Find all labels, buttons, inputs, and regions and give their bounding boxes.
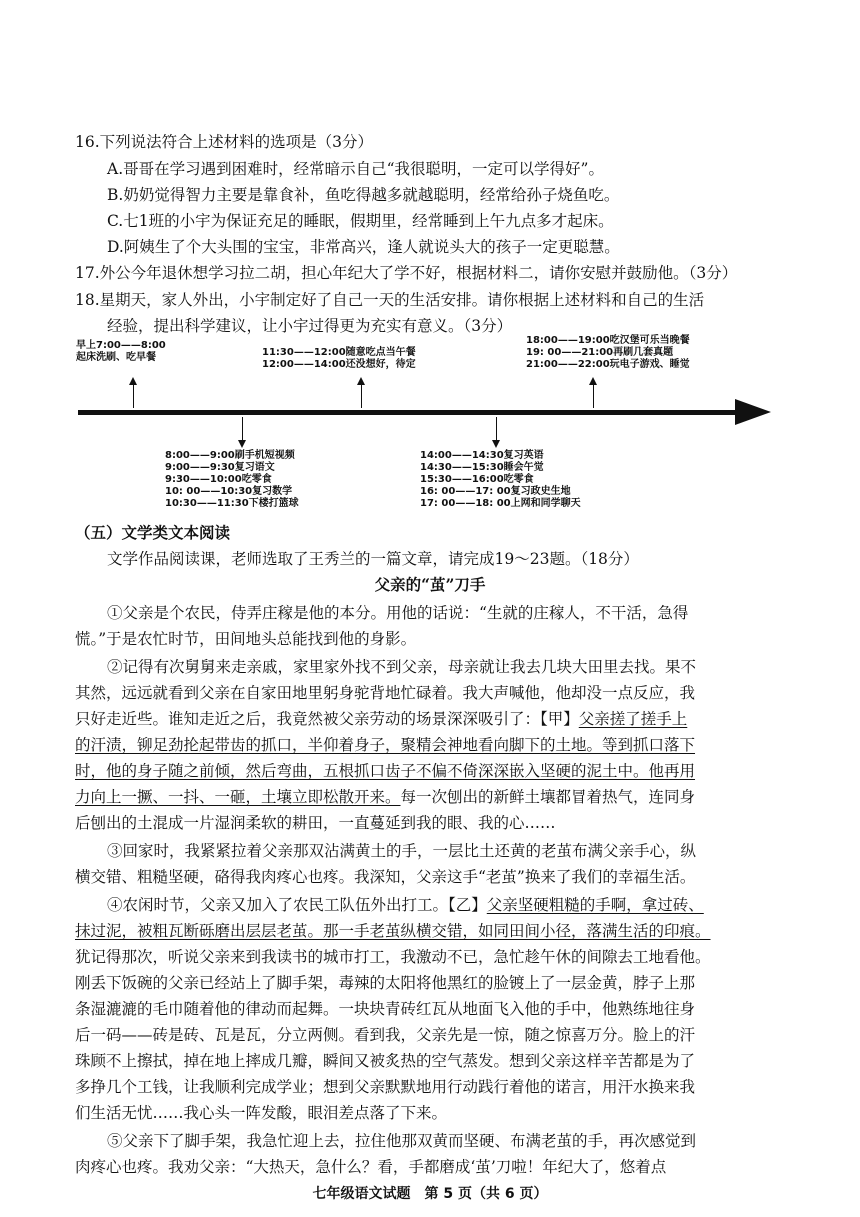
paragraph-4-line: 多挣几个工钱，让我顺利完成学业；想到父亲默默地用行动践行着他的诺言，用汗水换来我 [75,1078,696,1096]
schedule-entry: 14:00——14:30复习英语 [420,450,544,461]
schedule-top-left [76,340,166,364]
question-18-line-2: 经验，提出科学建议，让小宇过得更为充实有意义。（3分） [107,317,513,335]
pointer-arrow-icon [238,440,246,448]
page-footer: 七年级语文试题 第 5 页（共 6 页） [312,1186,548,1202]
pointer-arrow-icon [129,377,137,385]
paragraph-4-line: 后一码——砖是砖、瓦是瓦，分立两侧。看到我，父亲先是一惊，随之惊喜万分。脸上的汗 [75,1026,696,1044]
paragraph-2-line [75,708,687,730]
question-16-option-a: A.哥哥在学习遇到困难时，经常暗示自己“我很聪明，一定可以学得好”。 [107,160,604,178]
paragraph-1-line: 慌。”于是农忙时节，田间地头总能找到他的身影。 [75,630,417,648]
schedule-timeline [70,330,770,520]
question-16-option-c: C.七1班的小宇为保证充足的睡眠，假期里，经常睡到上午九点多才起床。 [107,212,614,230]
underlined-passage-yi: 抹过泥，被粗瓦断砾磨出层层老茧。那一手老茧纵横交错，如同田间小径，落满生活的印痕。 [75,922,711,940]
schedule-entry: 19: 00——21:00再刷几套真题 [526,347,674,358]
paragraph-2-line [75,786,695,808]
section-intro: 文学作品阅读课，老师选取了王秀兰的一篇文章，请完成19～23题。（18分） [107,550,639,568]
timeline-axis [78,410,738,415]
paragraph-3-line: 横交错、粗糙坚硬，硌得我肉疼心也疼。我深知，父亲这手“老茧”换来了我们的幸福生活。 [75,868,696,886]
schedule-bottom-left [165,450,299,510]
paragraph-5-line: ⑤父亲下了脚手架，我急忙迎上去，拉住他那双黄而坚硬、布满老茧的手，再次感觉到 [107,1132,697,1150]
schedule-top-middle [262,347,416,371]
paragraph-4-line: 刚丢下饭碗的父亲已经站上了脚手架，毒辣的太阳将他黑红的脸镀上了一层金黄，脖子上那 [75,974,696,992]
pointer-arrow-icon [357,377,365,385]
schedule-entry: 18:00——19:00吃汉堡可乐当晚餐 [526,335,690,346]
pointer-arrow-icon [492,440,500,448]
pointer-arrow-icon [589,377,597,385]
question-18-line-1: 18.星期天，家人外出，小宇制定好了自己一天的生活安排。请你根据上述材料和自己的生活 [75,291,705,309]
paragraph-4-line: 条湿漉漉的毛巾随着他的律动而起舞。一块块青砖红瓦从地面飞入他的手中，他熟练地往身 [75,1000,696,1018]
underlined-passage-jia: 的汗渍，铆足劲抡起带齿的抓口，半仰着身子，聚精会神地看向脚下的土地。等到抓口落下 [75,736,696,754]
paragraph-text: 每一次刨出的新鲜土壤都冒着热气，连同身 [400,788,696,806]
paragraph-4-line: 们生活无忧……我心头一阵发酸，眼泪差点落了下来。 [75,1104,448,1122]
schedule-entry: 10: 00——10:30复习数学 [165,486,293,497]
schedule-bottom-right [420,450,581,510]
paragraph-2-line: 其然，远远就看到父亲在自家田地里躬身驼背地忙碌着。我大声喊他，他却没一点反应，我 [75,684,696,702]
article-title: 父亲的“茧”刀手 [374,575,486,594]
question-16-stem: 16.下列说法符合上述材料的选项是（3分） [75,133,374,151]
schedule-entry: 21:00——22:00玩电子游戏、睡觉 [526,359,690,370]
question-16-option-b: B.奶奶觉得智力主要是靠食补，鱼吃得越多就越聪明，经常给孙子烧鱼吃。 [107,186,620,204]
schedule-entry: 14:30——15:30睡会午觉 [420,462,544,473]
schedule-entry: 12:00——14:00还没想好，待定 [262,359,416,370]
underlined-passage-jia: 力向上一撅、一抖、一砸，土壤立即松散开来。 [75,788,401,806]
paragraph-3-line: ③回家时，我紧紧拉着父亲那双沾满黄土的手，一层比土还黄的老茧布满父亲手心，纵 [107,842,697,860]
question-17: 17.外公今年退休想学习拉二胡，担心年纪大了学不好，根据材料二，请你安慰并鼓励他。（3分） [75,264,738,282]
schedule-top-right [526,335,690,371]
underlined-passage-jia: 时，他的身子随之前倾，然后弯曲，五根抓口齿子不偏不倚深深嵌入坚硬的泥土中。他再用 [75,762,696,780]
schedule-entry: 15:30——16:00吃零食 [420,474,534,485]
schedule-entry: 10:30——11:30下楼打篮球 [165,498,299,509]
underlined-passage-yi: 父亲坚硬粗糙的手啊，拿过砖、 [486,896,704,914]
schedule-entry: 16: 00——17: 00复习政史生地 [420,486,571,497]
question-16-option-d: D.阿姨生了个大头围的宝宝，非常高兴，逢人就说头大的孩子一定更聪慧。 [107,238,620,256]
paragraph-2-line: ②记得有次舅舅来走亲戚，家里家外找不到父亲，母亲就让我去几块大田里去找。果不 [107,658,697,676]
schedule-entry: 8:00——9:00刷手机短视频 [165,450,295,461]
paragraph-text: 只好走近些。谁知走近之后，我竟然被父亲劳动的场景深深吸引了：【甲】 [75,710,579,728]
schedule-entry: 起床洗刷、吃早餐 [76,352,156,363]
schedule-entry: 11:30——12:00随意吃点当午餐 [262,347,416,358]
underlined-passage-jia: 父亲搓了搓手上 [578,710,688,728]
paragraph-1-line: ①父亲是个农民，侍弄庄稼是他的本分。用他的话说：“生就的庄稼人，不干活，急得 [107,604,689,622]
schedule-entry: 9:00——9:30复习语文 [165,462,275,473]
section-heading: （五）文学类文本阅读 [75,523,231,542]
paragraph-4-line: 犹记得那次，听说父亲来到我读书的城市打工，我激动不已，急忙趁午休的间隙去工地看他。 [75,948,711,966]
timeline-arrowhead [735,399,771,425]
paragraph-5-line: 肉疼心也疼。我劝父亲：“大热天，急什么？看，手都磨成‘茧’刀啦！年纪大了，悠着点 [75,1158,667,1176]
schedule-entry: 17: 00——18: 00上网和同学聊天 [420,498,581,509]
schedule-entry: 早上7:00——8:00 [76,340,166,351]
paragraph-4-line: 珠顾不上擦拭，掉在地上摔成几瓣，瞬间又被炙热的空气蒸发。想到父亲这样辛苦都是为了 [75,1052,696,1070]
schedule-entry: 9:30——10:00吃零食 [165,474,272,485]
paragraph-2-line: 后刨出的土混成一片湿润柔软的耕田，一直蔓延到我的眼、我的心…… [75,814,556,832]
paragraph-4-line [107,894,704,916]
paragraph-text: ④农闲时节，父亲又加入了农民工队伍外出打工。【乙】 [107,896,487,914]
